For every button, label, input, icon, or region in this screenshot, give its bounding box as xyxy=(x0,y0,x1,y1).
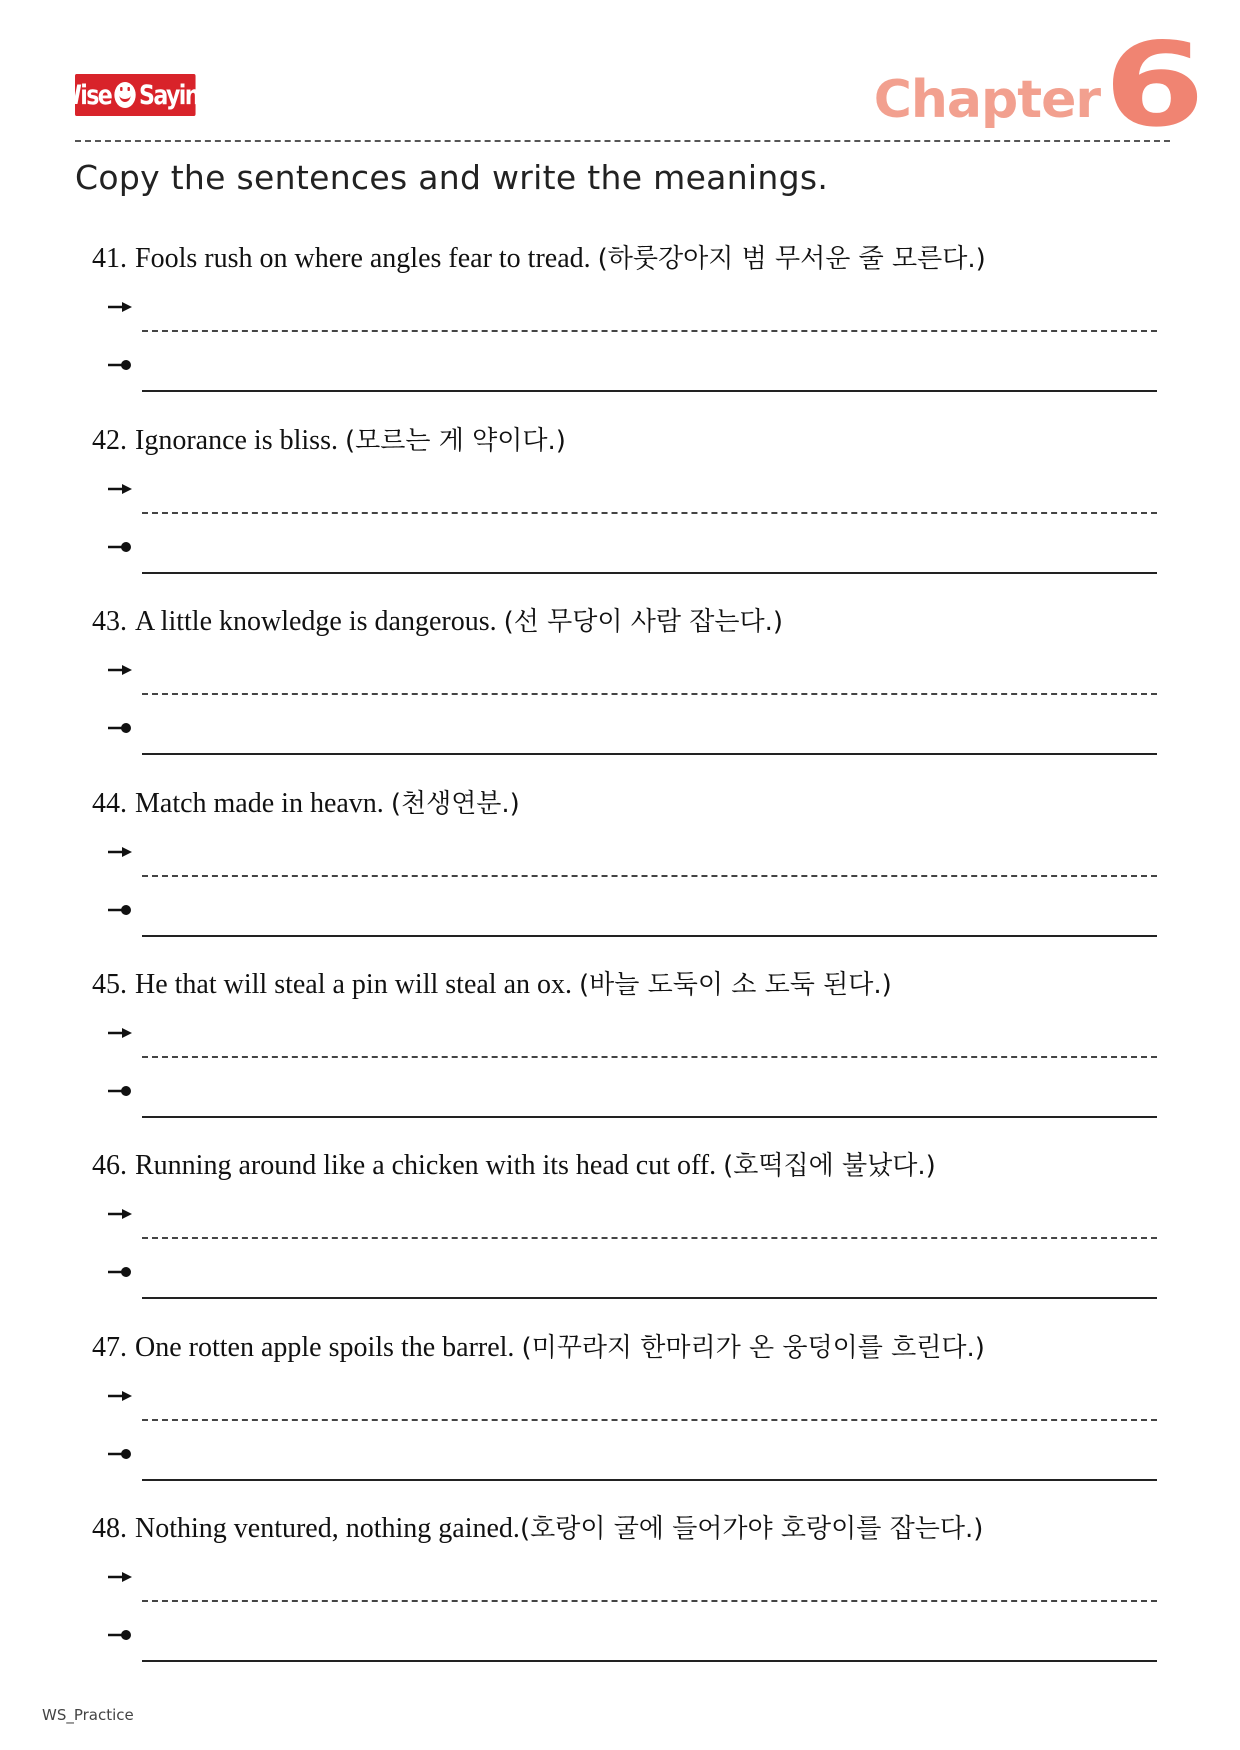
copy-arrow-icon xyxy=(108,663,132,677)
meaning-writing-line[interactable] xyxy=(142,1116,1157,1118)
korean-meaning: (미꾸라지 한마리가 온 웅덩이를 흐린다.) xyxy=(521,1333,985,1363)
copy-arrow-icon xyxy=(108,482,132,496)
exercise-item xyxy=(0,783,1240,953)
sentence xyxy=(92,1508,983,1545)
korean-meaning: (선 무당이 사람 잡는다.) xyxy=(503,607,783,637)
copy-writing-line[interactable] xyxy=(142,1419,1157,1421)
copy-arrow-icon xyxy=(108,300,132,314)
copy-writing-line[interactable] xyxy=(142,330,1157,332)
english-sentence: He that will steal a pin will steal an ox. xyxy=(135,969,573,1000)
item-number: 44. xyxy=(92,788,127,819)
meaning-writing-line[interactable] xyxy=(142,1479,1157,1481)
meaning-bullet-icon xyxy=(108,1084,132,1098)
item-number: 42. xyxy=(92,425,127,456)
meaning-writing-line[interactable] xyxy=(142,1297,1157,1299)
copy-writing-line[interactable] xyxy=(142,512,1157,514)
copy-writing-line[interactable] xyxy=(142,1600,1157,1602)
meaning-bullet-icon xyxy=(108,903,132,917)
copy-writing-line[interactable] xyxy=(142,1056,1157,1058)
meaning-bullet-icon xyxy=(108,1628,132,1642)
smiley-icon xyxy=(114,82,135,108)
sentence xyxy=(92,1145,936,1182)
item-number: 43. xyxy=(92,606,127,637)
meaning-writing-line[interactable] xyxy=(142,1660,1157,1662)
meaning-bullet-icon xyxy=(108,540,132,554)
meaning-bullet-icon xyxy=(108,1447,132,1461)
sentence xyxy=(92,1327,985,1364)
sentence xyxy=(92,783,520,820)
english-sentence: One rotten apple spoils the barrel. xyxy=(135,1332,515,1363)
copy-arrow-icon xyxy=(108,1207,132,1221)
meaning-bullet-icon xyxy=(108,721,132,735)
korean-meaning: (바늘 도둑이 소 도둑 된다.) xyxy=(579,970,892,1000)
exercise-item xyxy=(0,964,1240,1134)
korean-meaning: (하룻강아지 범 무서운 줄 모른다.) xyxy=(597,244,986,274)
meaning-writing-line[interactable] xyxy=(142,572,1157,574)
exercise-item xyxy=(0,1145,1240,1315)
chapter-label: Chapter xyxy=(873,70,1100,130)
exercise-item xyxy=(0,1327,1240,1497)
sentence xyxy=(92,420,566,457)
instruction-text: Copy the sentences and write the meanings. xyxy=(75,158,829,197)
english-sentence: Ignorance is bliss. xyxy=(135,425,338,456)
korean-meaning: (호랑이 굴에 들어가야 호랑이를 잡는다.) xyxy=(519,1514,984,1544)
exercise-item xyxy=(0,238,1240,408)
copy-arrow-icon xyxy=(108,845,132,859)
item-number: 41. xyxy=(92,243,127,274)
meaning-writing-line[interactable] xyxy=(142,935,1157,937)
english-sentence: Running around like a chicken with its head cut off. xyxy=(135,1150,717,1181)
meaning-bullet-icon xyxy=(108,358,132,372)
meaning-writing-line[interactable] xyxy=(142,390,1157,392)
footer-label: WS_Practice xyxy=(42,1706,134,1724)
exercise-item xyxy=(0,1508,1240,1678)
meaning-bullet-icon xyxy=(108,1265,132,1279)
korean-meaning: (천생연분.) xyxy=(390,789,520,819)
english-sentence: Match made in heavn. xyxy=(135,788,384,819)
copy-writing-line[interactable] xyxy=(142,875,1157,877)
copy-arrow-icon xyxy=(108,1389,132,1403)
copy-writing-line[interactable] xyxy=(142,693,1157,695)
copy-arrow-icon xyxy=(108,1570,132,1584)
sentence xyxy=(92,964,892,1001)
wise-saying-logo xyxy=(57,74,214,116)
sentence xyxy=(92,601,783,638)
header-divider xyxy=(75,140,1170,142)
english-sentence: A little knowledge is dangerous. xyxy=(135,606,497,637)
korean-meaning: (모르는 게 약이다.) xyxy=(344,426,566,456)
english-sentence: Nothing ventured, nothing gained. xyxy=(135,1513,520,1544)
copy-writing-line[interactable] xyxy=(142,1237,1157,1239)
sentence xyxy=(92,238,986,275)
item-number: 48. xyxy=(92,1513,127,1544)
logo-text-saying: Saying xyxy=(139,79,214,111)
korean-meaning: (호떡집에 불났다.) xyxy=(723,1151,936,1181)
logo-text-wise: Wise xyxy=(57,79,112,111)
english-sentence: Fools rush on where angles fear to tread. xyxy=(135,243,591,274)
item-number: 45. xyxy=(92,969,127,1000)
chapter-number: 6 xyxy=(1104,18,1205,153)
meaning-writing-line[interactable] xyxy=(142,753,1157,755)
copy-arrow-icon xyxy=(108,1026,132,1040)
exercise-item xyxy=(0,601,1240,771)
item-number: 46. xyxy=(92,1150,127,1181)
item-number: 47. xyxy=(92,1332,127,1363)
exercise-item xyxy=(0,420,1240,590)
